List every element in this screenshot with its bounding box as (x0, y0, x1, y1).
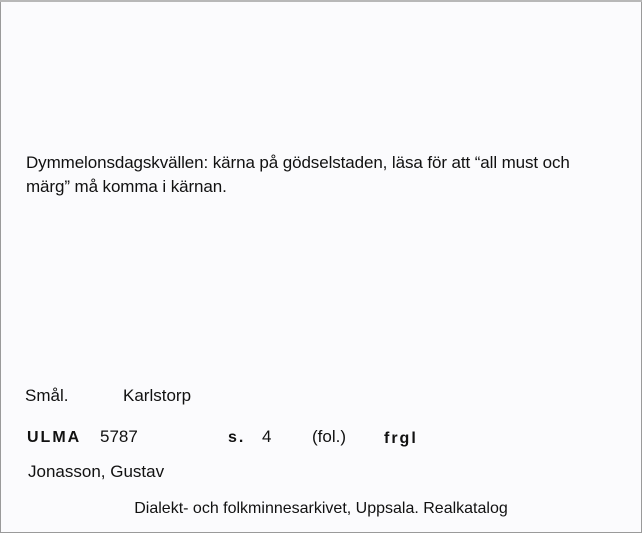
card-top-edge (0, 0, 642, 2)
informant-name: Jonasson, Gustav (28, 462, 165, 481)
archive-footer: Dialekt- och folkminnesarkivet, Uppsala. Realkatalog (134, 500, 508, 517)
archive-number: 5787 (100, 427, 138, 446)
card-body-text: Dymmelonsdagskvällen: kärna på gödselstaden, läsa för att “all must och märg” må komma i kärnan. (26, 153, 570, 196)
category-code: frgl (384, 430, 418, 447)
landskap-label: Smål. (25, 386, 69, 405)
page-prefix: s. (228, 429, 246, 446)
folio-label: (fol.) (312, 427, 346, 446)
archive-code: ULMA (27, 429, 82, 446)
page-number: 4 (262, 427, 272, 446)
socken-label: Karlstorp (123, 386, 192, 405)
